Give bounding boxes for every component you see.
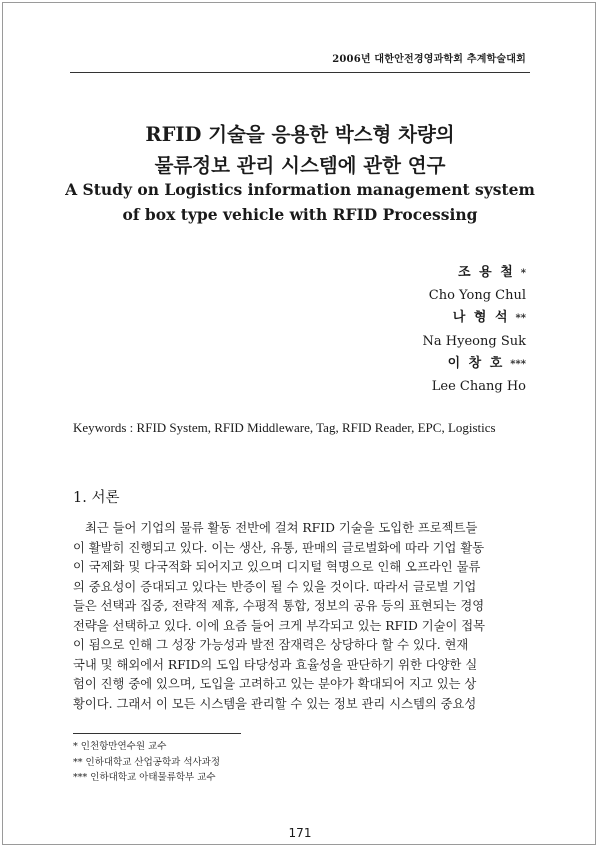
footnotes [73,739,220,786]
footnote-3: *** 인하대학교 아태물류학부 교수 [73,772,216,783]
body-line: 의 중요성이 증대되고 있다는 반증이 될 수 있을 것이다. 따라서 글로벌 기업 [73,579,477,594]
author-2-korean: 나 형 석 ** [452,310,526,326]
title-korean-line-1: RFID 기술을 응용한 박스형 차량의 [145,123,455,146]
title-korean-line-2: 물류정보 관리 시스템에 관한 연구 [154,154,446,177]
body-line: 험이 진행 중에 있으며, 도입을 고려하고 있는 분야가 확대되어 지고 있는 상 [73,677,477,691]
title-english-line-1: A Study on Logistics information management system [65,180,535,199]
title-english-line-2: of box type vehicle with RFID Processing [122,205,478,224]
body-line: 황이다. 그래서 이 모든 시스템을 관리할 수 있는 정보 관리 시스템의 중요성 [73,696,477,711]
author-2-english: Na Hyeong Suk [422,333,526,349]
section-title: 1. 서론 [73,490,120,506]
author-1-english: Cho Yong Chul [428,288,526,304]
body-line: 최근 들어 기업의 물류 활동 전반에 걸쳐 RFID 기술을 도입한 프로젝트들 [85,521,478,535]
author-3-english: Lee Chang Ho [431,379,526,395]
body-line: 이 국제화 및 다국적화 되어지고 있으며 디지털 혁명으로 인해 오프라인 물류 [73,560,481,574]
footnote-1: * 인천항만연수원 교수 [73,741,167,752]
body-line: 전략을 선택하고 있다. 이에 요즘 들어 크게 부각되고 있는 RFID 기술이 접목 [73,618,486,633]
body-line: 들은 선택과 집중, 전략적 제휴, 수평적 통합, 정보의 공유 등의 표현되는 경영 [73,599,485,613]
running-head: 2006년 대한안전경영과학회 추계학술대회 [332,54,526,65]
keywords: Keywords : RFID System, RFID Middleware, Tag, RFID Reader, EPC, Logistics [73,420,496,435]
body-line: 이 활발히 진행되고 있다. 이는 생산, 유통, 판매의 글로벌화에 따라 기업 활동 [73,540,485,555]
author-block [423,262,526,398]
header-rule [70,72,530,73]
body-line: 이 됨으로 인해 그 성장 가능성과 발전 잠재력은 상당하다 할 수 있다. 현재 [73,638,469,652]
author-3-korean: 이 창 호 *** [447,355,526,371]
body-line: 국내 및 해외에서 RFID의 도입 타당성과 효율성을 판단하기 위한 다양한 실 [73,657,478,672]
body-text [73,519,531,714]
author-1-korean: 조 용 철 * [458,265,526,280]
page-number: 171 [288,826,312,840]
footnote-2: ** 인하대학교 산업공학과 석사과정 [73,756,221,768]
footnote-rule [73,733,241,734]
